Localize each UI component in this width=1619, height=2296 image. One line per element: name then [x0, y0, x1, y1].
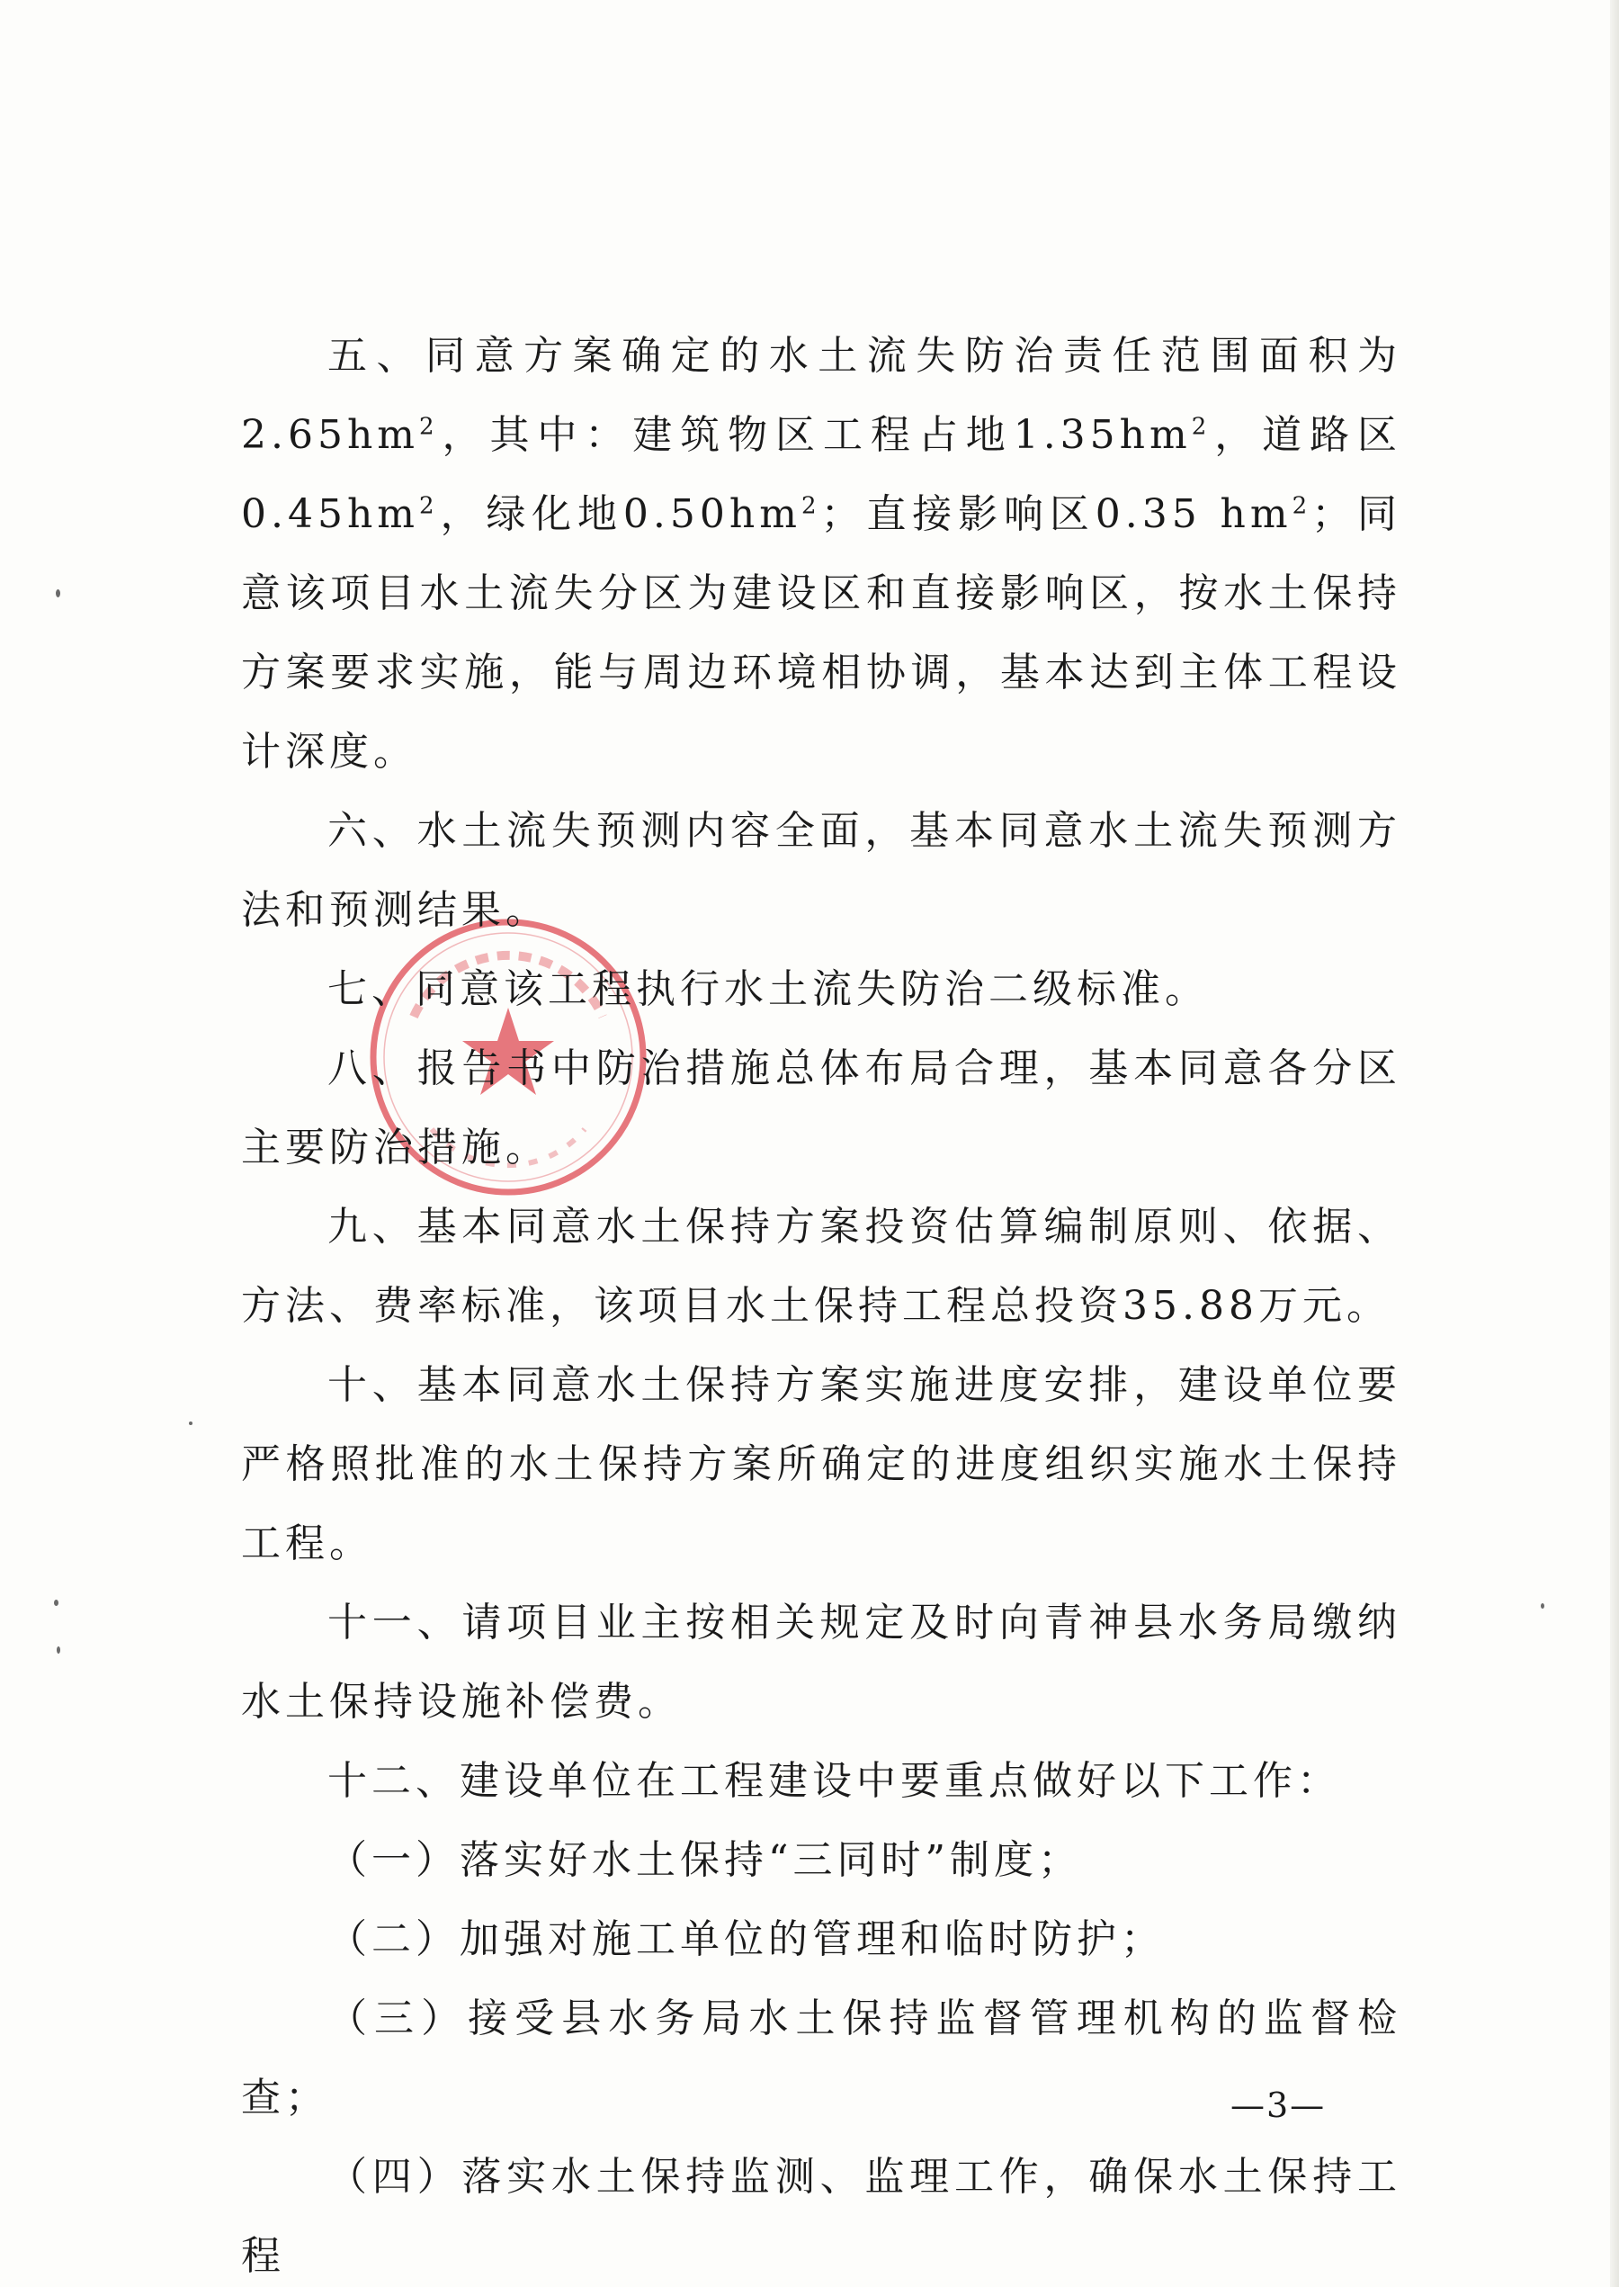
scan-speck [1541, 1603, 1544, 1609]
document-body [241, 317, 1401, 2296]
scan-speck [56, 589, 60, 597]
paragraph-8: 八、报告书中防治措施总体布局合理，基本同意各分区主要防治措施。 [241, 1045, 1401, 1170]
list-item: （四）落实水土保持监测、监理工作，确保水土保持工程 [241, 2154, 1401, 2279]
list-item: （三）接受县水务局水土保持监督管理机构的监督检查； [241, 1996, 1401, 2121]
list-item: （二）加强对施工单位的管理和临时防护； [327, 1916, 1165, 1962]
paragraph-10: 十、基本同意水土保持方案实施进度安排，建设单位要严格照批准的水土保持方案所确定的进度组织实施水土保持工程。 [241, 1362, 1401, 1566]
list-item: （一）落实好水土保持“三同时”制度； [327, 1837, 1082, 1883]
scan-speck [54, 1600, 58, 1606]
paragraph-6: 六、水土流失预测内容全面，基本同意水土流失预测方法和预测结果。 [241, 808, 1401, 933]
paragraph-5: 五、同意方案确定的水土流失防治责任范围面积为$2.65hm^2$，其中：建筑物区工程占地$1.35hm^2$，道路区$0.45hm^2$，绿化地$0.50hm^2$；直接影响区0.35 $hm^2$；同意该项目水土流失分区为建设区和直接影响区，按水土保持方案要求实施，能与周边环境相协调，基本达到主体工程设计深度。 [241, 333, 1402, 775]
scan-edge [1610, 0, 1619, 2287]
scan-speck [57, 1646, 60, 1654]
scan-speck [189, 1422, 192, 1425]
paragraph-7: 七、同意该工程执行水土流失防治二级标准。 [327, 966, 1209, 1012]
paragraph-9: 九、基本同意水土保持方案投资估算编制原则、依据、方法、费率标准，该项目水土保持工程总投资35.88万元。 [241, 1204, 1401, 1329]
paragraph-12: 十二、建设单位在工程建设中要重点做好以下工作： [327, 1758, 1341, 1804]
page-number: —3— [1230, 2085, 1327, 2125]
paragraph-11: 十一、请项目业主按相关规定及时向青神县水务局缴纳水土保持设施补偿费。 [241, 1600, 1401, 1725]
